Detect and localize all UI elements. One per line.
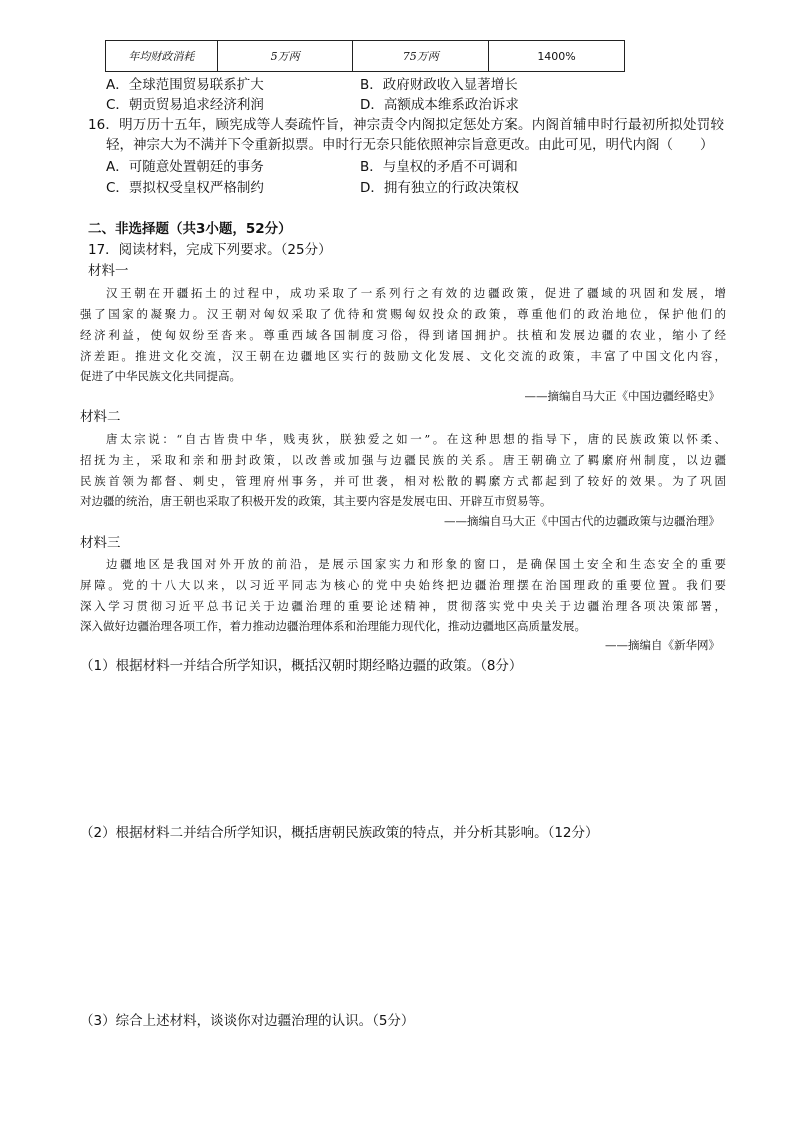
- material2-line: 对边疆的统治，唐王朝也采取了积极开发的政策，其主要内容是发展屯田、开辟互市贸易等。: [80, 494, 552, 508]
- table-cell: 1400%: [489, 41, 625, 72]
- material1-line: 促进了中华民族文化共同提高。: [80, 369, 241, 383]
- q16-stem-line1: 16．明万历十五年，顾宪成等人奏疏忤旨，神宗责令内阁拟定惩处方案。内阁首辅申时行最初所拟处罚较: [88, 117, 724, 133]
- table-cell: 年均财政消耗: [106, 41, 218, 72]
- table-cell: 75万两: [353, 41, 489, 72]
- material1-source: ——摘编自马大正《中国边疆经略史》: [524, 389, 720, 403]
- material2-line: 招抚为主，采取和亲和册封政策，以改善或加强与边疆民族的关系。唐王朝确立了羁縻府州制度，以边疆: [80, 453, 726, 467]
- material2-source: ——摘编自马大正《中国古代的边疆政策与边疆治理》: [444, 514, 720, 528]
- q15-option-c: C．朝贡贸易追求经济利润: [106, 97, 264, 113]
- q16-stem-line2: 轻，神宗大为不满并下令重新拟票。申时行无奈只能依照神宗旨意更改。由此可见，明代内阁（ ）: [106, 137, 714, 153]
- material1-line: 经济利益，使匈奴纷至沓来。尊重西域各国制度习俗，得到诸国拥护。扶植和发展边疆的农业，缩小了经: [80, 328, 726, 342]
- table-row: [106, 41, 625, 72]
- material2-line: 民族首领为都督、刺史，管理府州事务，并可世袭，相对松散的羁縻方式都起到了较好的效果。为了巩固: [80, 474, 726, 488]
- material1-line: 汉王朝在开疆拓土的过程中，成功采取了一系列行之有效的边疆政策，促进了疆域的巩固和发展，增: [106, 286, 726, 300]
- q16-option-d: D．拥有独立的行政决策权: [360, 180, 519, 196]
- material2-label: 材料二: [80, 409, 121, 425]
- q16-option-c: C．票拟权受皇权严格制约: [106, 180, 264, 196]
- finance-table: [105, 40, 625, 72]
- q17-stem: 17．阅读材料，完成下列要求。（25分）: [88, 242, 332, 258]
- q15-option-b: B．政府财政收入显著增长: [360, 77, 518, 93]
- question-1: （1）根据材料一并结合所学知识，概括汉朝时期经略边疆的政策。（8分）: [80, 658, 523, 674]
- material3-line: 屏障。党的十八大以来，以习近平同志为核心的党中央始终把边疆治理摆在治国理政的重要位置。我们要: [80, 578, 726, 592]
- section-title: 二、非选择题（共3小题，52分）: [88, 221, 292, 237]
- material1-label: 材料一: [88, 263, 129, 279]
- material3-line: 深入做好边疆治理各项工作，着力推动边疆治理体系和治理能力现代化，推动边疆地区高质量发展。: [80, 619, 586, 633]
- q16-option-a: A．可随意处置朝廷的事务: [106, 159, 264, 175]
- material3-line: 深入学习贯彻习近平总书记关于边疆治理的重要论述精神，贯彻落实党中央关于边疆治理各项决策部署，: [80, 599, 726, 613]
- question-2: （2）根据材料二并结合所学知识，概括唐朝民族政策的特点，并分析其影响。（12分）: [80, 825, 599, 841]
- table-cell: 5万两: [217, 41, 353, 72]
- q15-option-d: D．高额成本维系政治诉求: [360, 97, 519, 113]
- material3-line: 边疆地区是我国对外开放的前沿，是展示国家实力和形象的窗口，是确保国土安全和生态安全的重要: [106, 557, 726, 571]
- q16-option-b: B．与皇权的矛盾不可调和: [360, 159, 518, 175]
- material3-label: 材料三: [80, 535, 121, 551]
- q15-option-a: A．全球范围贸易联系扩大: [106, 77, 264, 93]
- material1-line: 济差距。推进文化交流，汉王朝在边疆地区实行的鼓励文化发展、文化交流的政策，丰富了中国文化内容，: [80, 349, 726, 363]
- material1-line: 强了国家的凝聚力。汉王朝对匈奴采取了优待和赏赐匈奴投众的政策，尊重他们的政治地位，保护他们的: [80, 307, 726, 321]
- material2-line: 唐太宗说：“自古皆贵中华，贱夷狄，朕独爱之如一”。在这种思想的指导下，唐的民族政策以怀柔、: [106, 432, 726, 446]
- material3-source: ——摘编自《新华网》: [605, 638, 720, 652]
- question-3: （3）综合上述材料，谈谈你对边疆治理的认识。（5分）: [80, 1013, 415, 1029]
